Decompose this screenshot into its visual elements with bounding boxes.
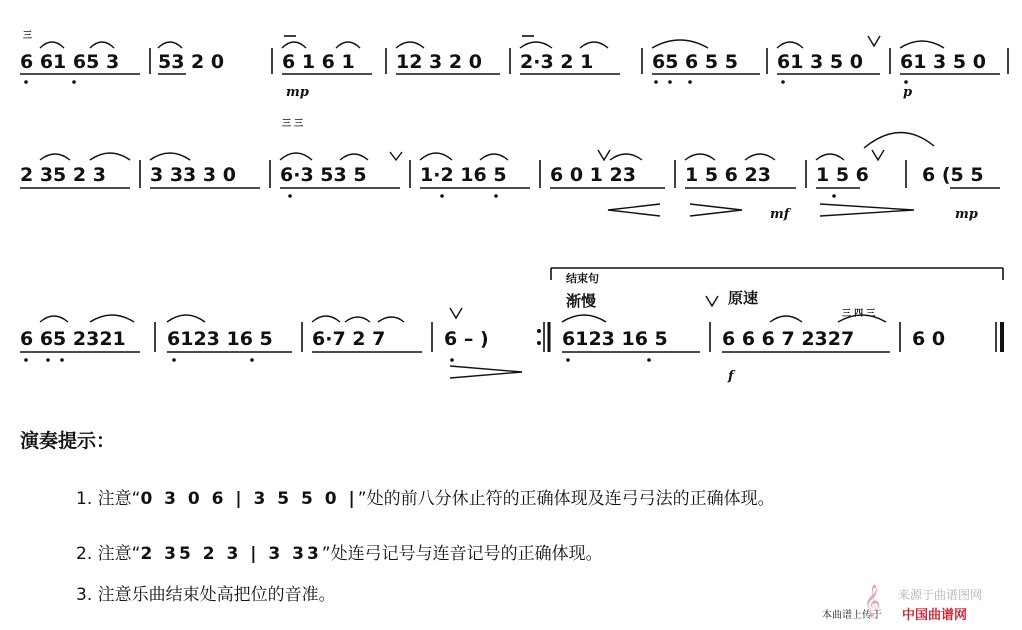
watermark-upload: 本曲谱上传于 xyxy=(822,610,882,621)
svg-text:6·3 53 5: 6·3 53 5 xyxy=(280,164,367,186)
tip-1-notation: 0 3 0 6 | 3 5 5 0 | xyxy=(140,489,358,509)
svg-text:三: 三 xyxy=(23,31,33,41)
svg-text:6 (5 5: 6 (5 5 xyxy=(922,164,984,186)
svg-text:6 – ): 6 – ) xyxy=(444,328,489,350)
svg-text:6123 16 5: 6123 16 5 xyxy=(562,328,668,350)
tip-2-notation: 2 35 2 3 | 3 33 xyxy=(140,544,322,564)
svg-text:三 三: 三 三 xyxy=(282,119,304,129)
tip-3-text: 3. 注意乐曲结束处高把位的音准。 xyxy=(76,585,336,605)
score-row-2 xyxy=(20,118,1000,222)
svg-text:6123 16 5: 6123 16 5 xyxy=(167,328,273,350)
brand-logo: 中国曲谱网 xyxy=(902,608,968,623)
dynamic-f: f xyxy=(728,369,734,384)
svg-text:6 6 6 7 2327: 6 6 6 7 2327 xyxy=(722,328,855,350)
tip-2-prefix: 2. 注意“ xyxy=(76,544,141,564)
gradually-slow-label: 渐慢 xyxy=(566,292,597,310)
svg-text:65 6 5 5: 65 6 5 5 xyxy=(652,51,738,73)
dynamic-mp: mp xyxy=(286,85,309,100)
svg-text:3 33 3 0: 3 33 3 0 xyxy=(150,164,236,186)
svg-text:6 0: 6 0 xyxy=(912,328,946,350)
dynamic-p: p xyxy=(903,85,913,100)
svg-text:6·7 2 7: 6·7 2 7 xyxy=(312,328,386,350)
dynamic-mp-2: mp xyxy=(955,207,978,222)
svg-text:61 3 5 0: 61 3 5 0 xyxy=(900,51,986,73)
svg-text:61 3 5 0: 61 3 5 0 xyxy=(777,51,863,73)
svg-text:2·3 2 1: 2·3 2 1 xyxy=(520,51,594,73)
tip-item-3 xyxy=(76,580,336,605)
svg-text:1 5 6 23: 1 5 6 23 xyxy=(685,164,771,186)
dynamic-mf: mf xyxy=(770,207,790,222)
tip-2-suffix: ”处连弓记号与连音记号的正确体现。 xyxy=(321,544,603,564)
svg-text:53 2 0: 53 2 0 xyxy=(158,51,225,73)
tip-item-2 xyxy=(76,539,603,564)
ending-phrase-label: 结束句 xyxy=(566,272,599,285)
svg-text:三 四 三: 三 四 三 xyxy=(842,309,876,319)
svg-text:6 1 6 1: 6 1 6 1 xyxy=(282,51,355,73)
svg-text:6 61 65 3: 6 61 65 3 xyxy=(20,51,120,73)
svg-text:12 3 2 0: 12 3 2 0 xyxy=(396,51,482,73)
a-tempo-label: 原速 xyxy=(728,289,759,307)
watermark-source: 来源于曲谱图网 xyxy=(898,588,983,602)
score-row-3 xyxy=(20,268,1003,384)
tip-item-1 xyxy=(76,484,775,509)
score-row-1 xyxy=(20,30,1008,100)
svg-text:6 65 2321: 6 65 2321 xyxy=(20,328,126,350)
svg-text:1·2 16 5: 1·2 16 5 xyxy=(420,164,507,186)
svg-text:2 35 2 3: 2 35 2 3 xyxy=(20,164,106,186)
tips-heading: 演奏提示： xyxy=(20,430,116,452)
tip-1-suffix: ”处的前八分休止符的正确体现及连弓弓法的正确体现。 xyxy=(357,489,775,509)
svg-text:1 5 6: 1 5 6 xyxy=(816,164,869,186)
treble-clef-icon: 𝄞 xyxy=(864,584,881,617)
svg-text:6 0 1 23: 6 0 1 23 xyxy=(550,164,636,186)
tip-1-prefix: 1. 注意“ xyxy=(76,489,141,509)
